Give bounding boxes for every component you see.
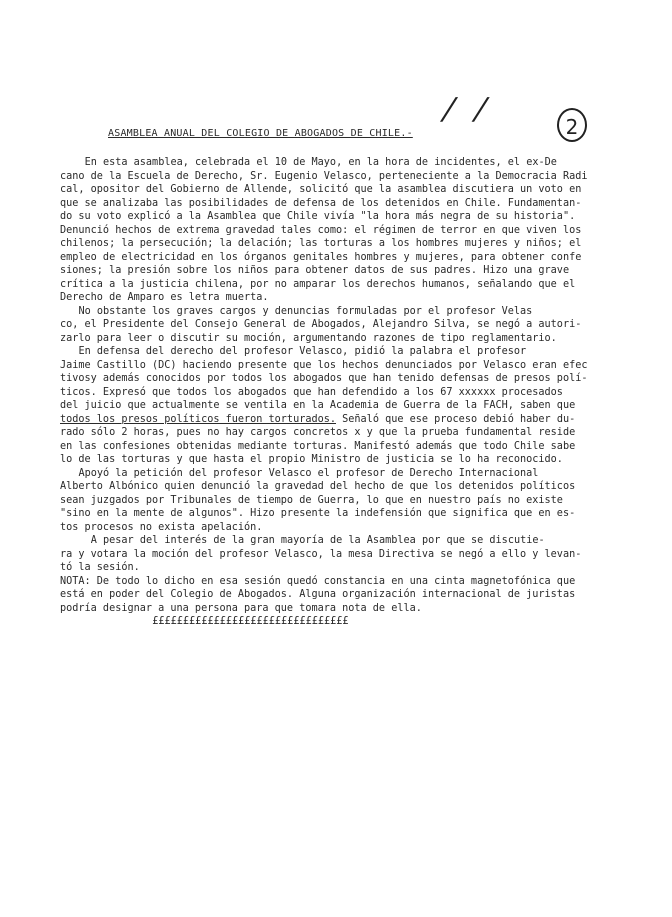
text-line: del juicio que actualmente se ventila en la Academia de Guerra de la FACH, saben que [60, 400, 576, 411]
text-line: ££££££££££££££££££££££££££££££££ [152, 616, 349, 627]
text-line: cal, opositor del Gobierno de Allende, solicitó que la asamblea discutiera un voto en [60, 184, 582, 195]
text-line: tos procesos no exista apelación. [60, 521, 263, 533]
text-line: rado sólo 2 horas, pues no hay cargos concretos x y que la prueba fundamental reside [60, 427, 576, 438]
text-line: chilenos; la persecución; la delación; las torturas a los hombres mujeres y niños; el [60, 238, 582, 249]
text-line: ra y votara la moción del profesor Velasco, la mesa Directiva se negó a ello y levan- [60, 548, 582, 560]
text-line: tó la sesión. [60, 562, 140, 573]
handwritten-slash-marks: / / [438, 92, 498, 127]
circled-page-number: 2 [557, 108, 587, 142]
text-line: sean juzgados por Tribunales de tiempo de Guerra, lo que en nuestro país no existe [60, 494, 563, 506]
text-line: Denunció hechos de extrema gravedad tales como: el régimen de terror en que viven los [60, 224, 582, 236]
text-line: ticos. Expresó que todos los abogados que han defendido a los 67 xxxxxx procesados [60, 386, 563, 398]
text-line: siones; la presión sobre los niños para obtener datos de sus padres. Hizo una grave [60, 265, 570, 276]
document-body [60, 156, 588, 629]
text-line: crítica a la justicia chilena, por no amparar los derechos humanos, señalando que el [60, 278, 576, 290]
text-line: podría designar a una persona para que tomara nota de ella. [60, 602, 422, 614]
text-line: en las confesiones obtenidas mediante torturas. Manifestó además que todo Chile sabe [60, 440, 576, 452]
text-line: A pesar del interés de la gran mayoría de la Asamblea por que se discutie- [90, 535, 545, 546]
text-line: cano de la Escuela de Derecho, Sr. Eugenio Velasco, perteneciente a la Democracia Radi [60, 170, 588, 182]
text-line: está en poder del Colegio de Abogados. Alguna organización internacional de juristas [60, 589, 576, 600]
text-line: "sino en la mente de algunos". Hizo presente la indefensión que significa que en es- [60, 508, 576, 519]
text-line: todos los presos políticos fueron torturados. Señaló que ese proceso debió haber du- [60, 413, 576, 425]
text-line: En defensa del derecho del profesor Velasco, pidió la palabra el profesor [78, 346, 527, 357]
text-line: Jaime Castillo (DC) haciendo presente que los hechos denunciados por Velasco eran efec [60, 359, 588, 371]
text-line: empleo de electricidad en los órganos genitales hombres y mujeres, para obtener confe [60, 251, 582, 263]
text-line: que se analizaba las posibilidades de defensa de los detenidos en Chile. Fundamentan- [60, 197, 582, 209]
text-line: Apoyó la petición del profesor Velasco el profesor de Derecho Internacional [78, 467, 539, 479]
text-line: zarlo para leer o discutir su moción, argumentando razones de tipo reglamentario. [60, 332, 557, 344]
text-line: Alberto Albónico quien denunció la gravedad del hecho de que los detenidos políticos [60, 481, 576, 492]
document-title: ASAMBLEA ANUAL DEL COLEGIO DE ABOGADOS DE CHILE.- [108, 128, 413, 139]
text-line: lo de las torturas y que hasta el propio Ministro de justicia se lo ha reconocido. [60, 454, 563, 465]
text-line: En esta asamblea, celebrada el 10 de Mayo, en la hora de incidentes, el ex-De [84, 157, 557, 168]
text-line: tivosy además conocidos por todos los abogados que han tenido defensas de presos polí- [60, 373, 588, 384]
text-line: No obstante los graves cargos y denuncias formuladas por el profesor Velas [78, 305, 533, 317]
text-line: do su voto explicó a la Asamblea que Chile vivía "la hora más negra de su historia". [60, 211, 576, 222]
text-line: Derecho de Amparo es letra muerta. [60, 292, 269, 303]
text-line: NOTA: De todo lo dicho en esa sesión quedó constancia en una cinta magnetofónica que [60, 575, 576, 587]
text-line: co, el Presidente del Consejo General de Abogados, Alejandro Silva, se negó a autori- [60, 319, 582, 330]
